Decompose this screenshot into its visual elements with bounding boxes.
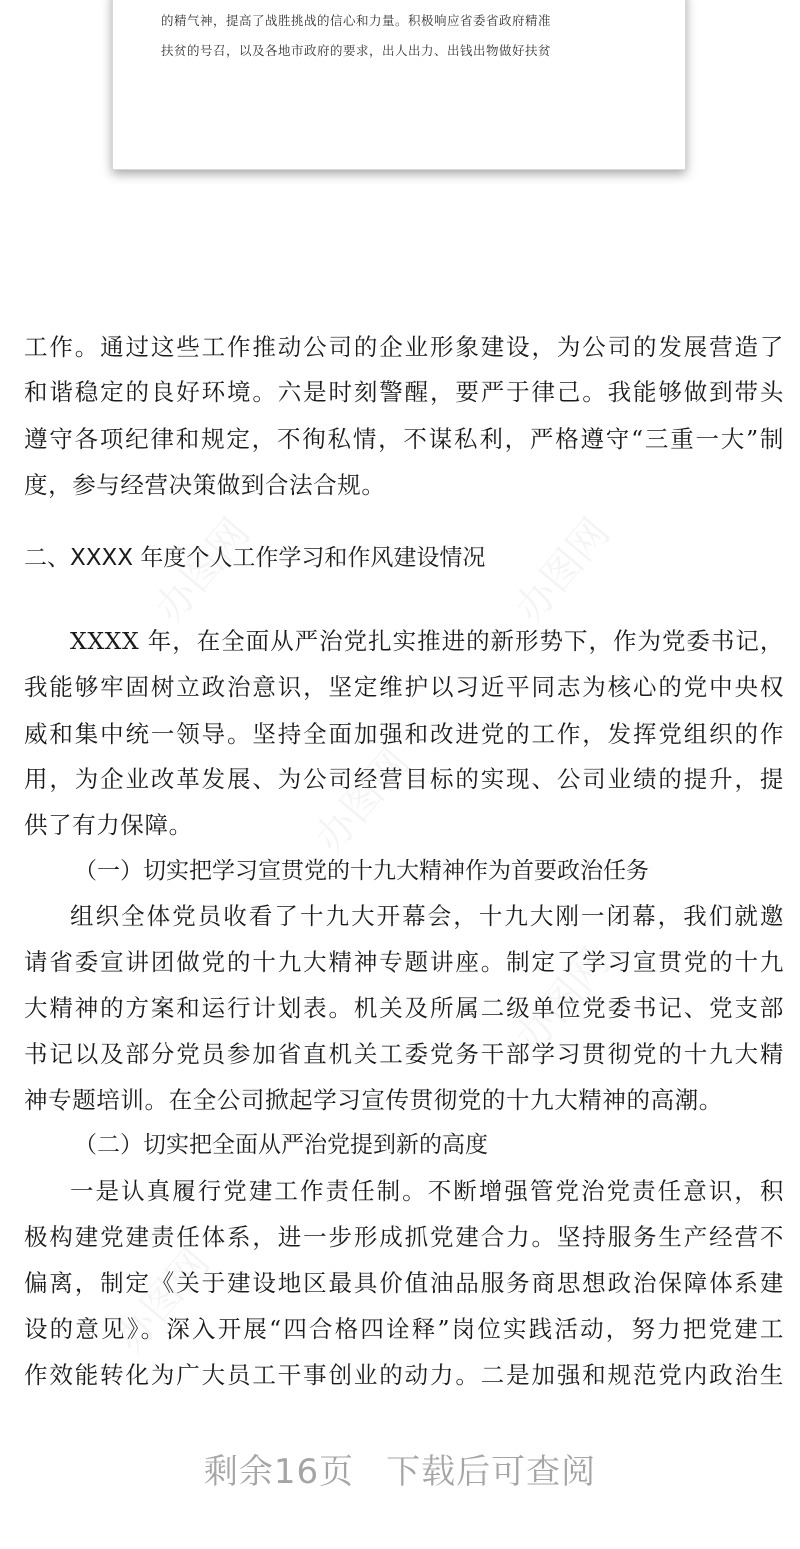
paragraph-line: 组织全体党员收看了十九大开幕会，十九大刚一闭幕，我们就邀: [70, 902, 784, 930]
paragraph-line: 偏离，制定《关于建设地区最具价值油品服务商思想政治保障体系建: [24, 1269, 784, 1297]
paragraph-line: 和谐稳定的良好环境。六是时刻警醒，要严于律己。我能够做到带头: [24, 378, 784, 406]
paragraph-line: 遵守各项纪律和规定，不徇私情，不谋私利，严格遵守“三重一大”制: [24, 425, 784, 453]
watermark: [300, 734, 421, 863]
paragraph-line: 神专题培训。在全公司掀起学习宣传贯彻党的十九大精神的高潮。: [24, 1086, 723, 1114]
paragraph-line: 供了有力保障。: [24, 811, 193, 839]
previous-page-card: [112, 0, 686, 170]
paragraph-line: 用，为企业改革发展、为公司经营目标的实现、公司业绩的提升，提: [24, 765, 784, 793]
watermark: [500, 504, 621, 633]
paragraph-line: 一是认真履行党建工作责任制。不断增强管党治党责任意识，积: [70, 1177, 784, 1205]
prev-page-line: 的精气神，提高了战胜挑战的信心和力量。积极响应省委省政府精准: [161, 13, 552, 28]
section-heading: 二、XXXX 年度个人工作学习和作风建设情况: [24, 545, 486, 571]
paragraph-line: 设的意见》。深入开展“四合格四诠释”岗位实践活动，努力把党建工: [24, 1315, 784, 1343]
paragraph-line: 书记以及部分党员参加省直机关工委党务干部学习贯彻党的十九大精: [24, 1040, 784, 1068]
paragraph-line: 请省委宣讲团做党的十九大精神专题讲座。制定了学习宣贯党的十九: [24, 948, 784, 976]
prev-page-line: 扶贫的号召，以及各地市政府的要求，出人出力、出钱出物做好扶贫: [161, 43, 552, 58]
download-prompt[interactable]: [0, 1444, 800, 1493]
subsection-heading: （二）切实把全面从严治党提到新的高度: [74, 1132, 488, 1158]
download-to-view-label: 下载后可查阅: [386, 1452, 597, 1492]
paragraph-line: 度，参与经营决策做到合法合规。: [24, 471, 386, 499]
paragraph-line: 极构建党建责任体系，进一步形成抓党建合力。坚持服务生产经营不: [24, 1223, 784, 1251]
paragraph-line: XXXX 年，在全面从严治党扎实推进的新形势下，作为党委书记，: [70, 627, 784, 655]
paragraph-line: 工作。通过这些工作推动公司的企业形象建设，为公司的发展营造了: [24, 333, 784, 361]
paragraph-line: 作效能转化为广大员工干事创业的动力。二是加强和规范党内政治生: [24, 1361, 784, 1389]
remaining-pages-label: 剩余16页: [203, 1452, 355, 1492]
paragraph-line: 大精神的方案和运行计划表。机关及所属二级单位党委书记、党支部: [24, 994, 784, 1022]
paragraph-line: 我能够牢固树立政治意识，坚定维护以习近平同志为核心的党中央权: [24, 673, 784, 701]
subsection-heading: （一）切实把学习宣贯党的十九大精神作为首要政治任务: [74, 858, 649, 884]
paragraph-line: 威和集中统一领导。坚持全面加强和改进党的工作，发挥党组织的作: [24, 720, 784, 748]
